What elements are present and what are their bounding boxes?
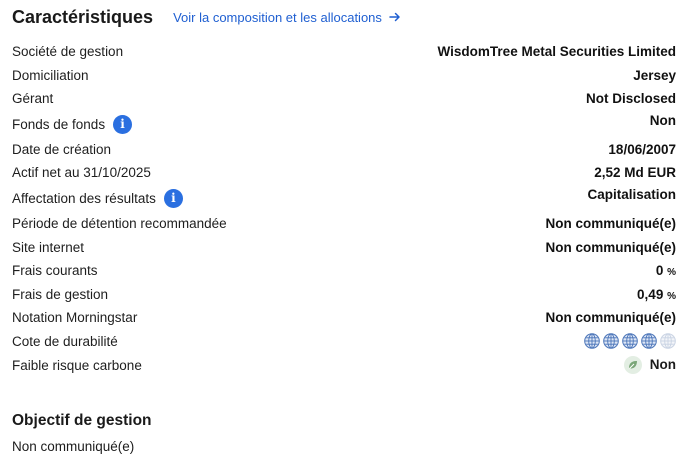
row-label: Gérant bbox=[12, 91, 54, 107]
row-creation-date bbox=[12, 138, 676, 162]
row-manager bbox=[12, 87, 676, 111]
value-unit: % bbox=[667, 267, 676, 279]
row-value: Non bbox=[649, 112, 676, 128]
row-label: Notation Morningstar bbox=[12, 310, 138, 326]
row-label-wrap bbox=[12, 189, 183, 208]
globe-icon bbox=[603, 333, 619, 349]
row-management-company bbox=[12, 40, 676, 64]
row-website bbox=[12, 236, 676, 260]
row-label: Site internet bbox=[12, 239, 85, 255]
value-number: 0 bbox=[655, 263, 664, 279]
row-label: Affectation des résultats bbox=[12, 190, 156, 206]
row-low-carbon bbox=[12, 354, 676, 378]
row-label: Fonds de fonds bbox=[12, 116, 106, 132]
composition-link-label: Voir la composition et les allocations bbox=[173, 9, 382, 25]
objective-text: Non communiqué(e) bbox=[12, 439, 135, 454]
row-label: Cote de durabilité bbox=[12, 333, 118, 349]
arrow-right-icon bbox=[389, 11, 401, 23]
row-morningstar-rating bbox=[12, 306, 676, 330]
row-domicile bbox=[12, 64, 676, 88]
row-value: Not Disclosed bbox=[585, 91, 676, 107]
row-value: WisdomTree Metal Securities Limited bbox=[437, 44, 676, 59]
row-label-wrap bbox=[12, 115, 132, 134]
row-holding-period bbox=[12, 212, 676, 236]
row-value: Non communiqué(e) bbox=[545, 310, 676, 326]
row-value: Non communiqué(e) bbox=[545, 239, 676, 255]
globe-icon bbox=[660, 333, 676, 349]
row-management-fees bbox=[12, 283, 676, 307]
globe-icon bbox=[641, 333, 657, 349]
info-icon[interactable]: i bbox=[164, 189, 183, 208]
row-sustainability bbox=[12, 330, 676, 354]
row-label: Domiciliation bbox=[12, 67, 89, 83]
section-title: Caractéristiques bbox=[12, 6, 154, 27]
leaf-icon bbox=[624, 356, 642, 374]
row-net-assets bbox=[12, 161, 676, 185]
row-income-allocation bbox=[12, 185, 676, 212]
row-value: 2,52 Md EUR bbox=[594, 165, 676, 181]
value-unit: % bbox=[667, 290, 676, 302]
sustainability-globes bbox=[584, 333, 676, 349]
row-label: Faible risque carbone bbox=[12, 357, 142, 373]
row-value bbox=[656, 263, 676, 278]
composition-link[interactable] bbox=[173, 10, 401, 25]
row-fund-of-funds bbox=[12, 111, 676, 138]
row-label: Actif net au 31/10/2025 bbox=[12, 165, 151, 181]
globe-icon bbox=[584, 333, 600, 349]
row-label: Société de gestion bbox=[12, 44, 124, 59]
globe-icon bbox=[622, 333, 638, 349]
row-value: Non bbox=[649, 357, 676, 373]
row-value: Non communiqué(e) bbox=[545, 215, 676, 231]
row-value: Jersey bbox=[633, 67, 676, 83]
row-value: 18/06/2007 bbox=[608, 141, 676, 157]
row-label: Frais de gestion bbox=[12, 286, 109, 302]
row-value bbox=[637, 287, 676, 302]
row-label: Frais courants bbox=[12, 263, 98, 279]
info-icon[interactable]: i bbox=[113, 115, 132, 134]
value-number: 0,49 bbox=[637, 286, 664, 302]
carbon-value bbox=[624, 356, 676, 374]
row-label: Date de création bbox=[12, 141, 112, 157]
row-label: Période de détention recommandée bbox=[12, 215, 227, 231]
management-objective bbox=[12, 412, 152, 454]
header bbox=[12, 4, 678, 30]
row-ongoing-charges bbox=[12, 259, 676, 283]
characteristics-list bbox=[12, 40, 676, 377]
objective-title: Objectif de gestion bbox=[12, 412, 152, 429]
row-value: Capitalisation bbox=[587, 186, 676, 202]
